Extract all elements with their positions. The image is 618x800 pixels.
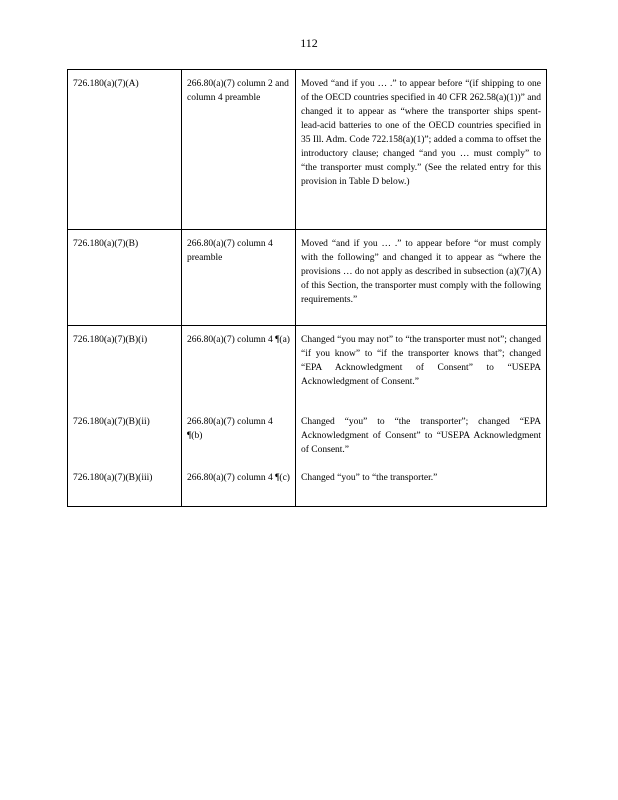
source-cell: 266.80(a)(7) column 4 ¶(a) xyxy=(182,326,296,408)
change-cell: Changed “you may not” to “the transporter must not”; changed “if you know” to “if the transporter knows that”; changed “EPA Acknowledgment of Consent” to “USEPA Acknowledgment of Consent.” xyxy=(296,326,547,408)
change-cell: Moved “and if you … .” to appear before “(if shipping to one of the OECD countries specified in 40 CFR 262.58(a)(1))” and changed it to appear as “where the transporter ships spent-lead-acid batteries to one of the OECD countries specified in 35 Ill. Adm. Code 722.158(a)(1)”; added a comma to offset the introductory clause; changed “and you … must comply” to “the transporter must comply.” (See the related entry for this provision in Table D below.) xyxy=(296,70,547,230)
table-row xyxy=(68,230,547,326)
section-cell: 726.180(a)(7)(B)(i) xyxy=(68,326,182,408)
section-cell: 726.180(a)(7)(A) xyxy=(68,70,182,230)
table-row xyxy=(68,70,547,230)
page-number: 112 xyxy=(300,36,318,50)
section-cell: 726.180(a)(7)(B)(ii) xyxy=(68,408,182,464)
change-cell: Changed “you” to “the transporter”; changed “EPA Acknowledgment of Consent” to “USEPA Acknowledgment of Consent.” xyxy=(296,408,547,464)
source-cell: 266.80(a)(7) column 4 ¶(c) xyxy=(182,464,296,507)
source-cell: 266.80(a)(7) column 4 ¶(b) xyxy=(182,408,296,464)
table-row xyxy=(68,464,547,507)
table-row xyxy=(68,326,547,408)
source-cell: 266.80(a)(7) column 2 and column 4 preamble xyxy=(182,70,296,230)
source-cell: 266.80(a)(7) column 4 preamble xyxy=(182,230,296,326)
amendments-table xyxy=(67,69,547,507)
section-cell: 726.180(a)(7)(B)(iii) xyxy=(68,464,182,507)
change-cell: Changed “you” to “the transporter.” xyxy=(296,464,547,507)
table-row xyxy=(68,408,547,464)
section-cell: 726.180(a)(7)(B) xyxy=(68,230,182,326)
change-cell: Moved “and if you … .” to appear before “or must comply with the following” and changed it to appear as “where the provisions … do not apply as described in subsection (a)(7)(A) of this Section, the transporter must comply with the following requirements.” xyxy=(296,230,547,326)
